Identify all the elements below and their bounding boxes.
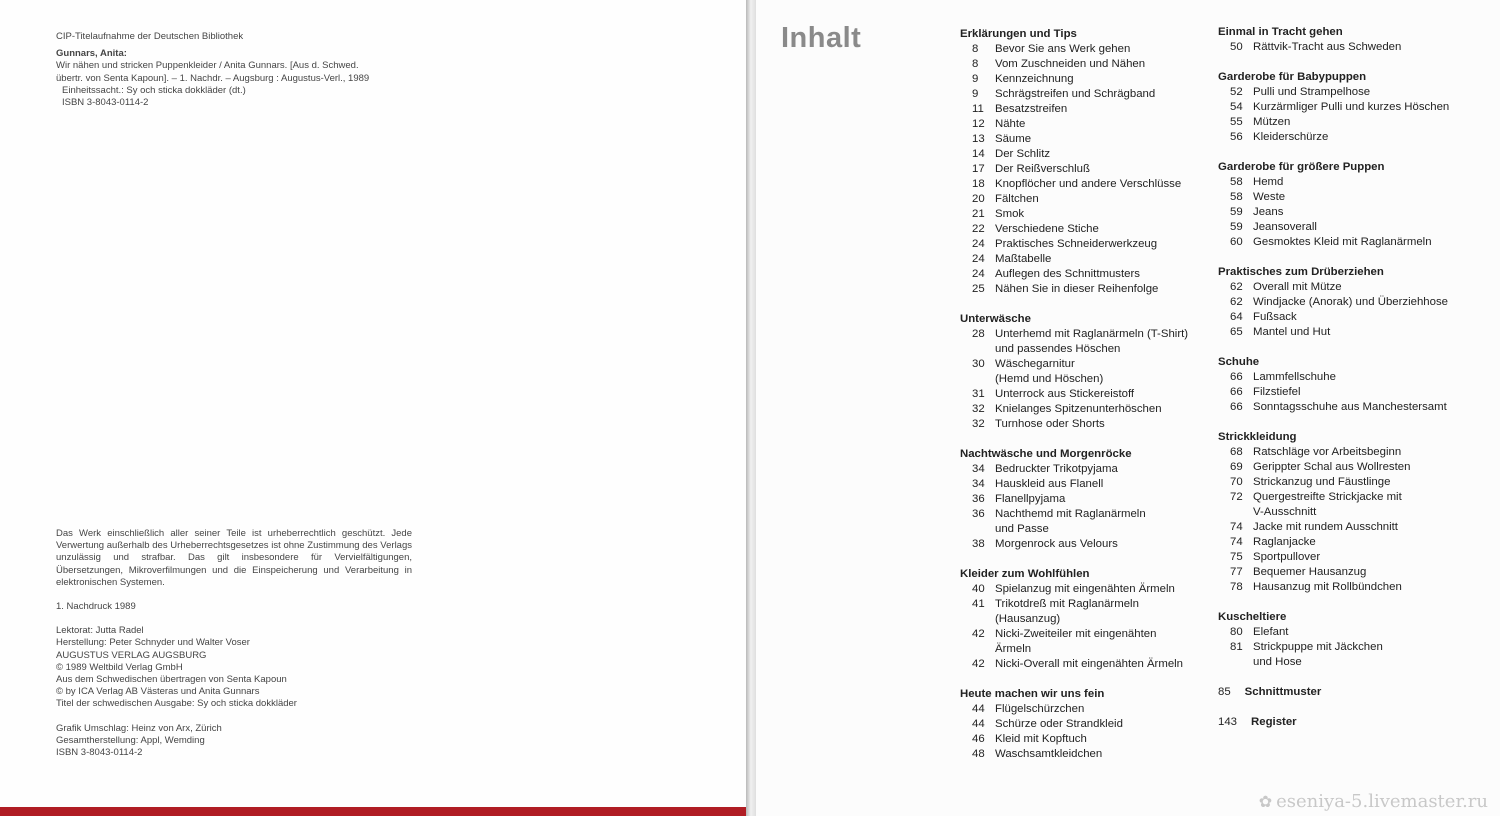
toc-entry-continuation: und Passe bbox=[995, 523, 1049, 535]
toc-entry-standalone bbox=[1218, 685, 1449, 700]
toc-entry bbox=[1218, 85, 1449, 100]
toc-page-number: 62 bbox=[1230, 281, 1243, 293]
toc-page-number: 56 bbox=[1230, 131, 1243, 143]
toc-page-number: 44 bbox=[972, 703, 985, 715]
toc-entry bbox=[1218, 385, 1449, 400]
toc-section-title: Erklärungen und Tips bbox=[960, 28, 1077, 40]
toc-entry-title: Kennzeichnung bbox=[995, 73, 1074, 85]
toc-entry bbox=[960, 402, 1188, 417]
toc-entry-title: Verschiedene Stiche bbox=[995, 223, 1099, 235]
toc-entry-title: Bevor Sie ans Werk gehen bbox=[995, 43, 1131, 55]
toc-page-number: 13 bbox=[972, 133, 985, 145]
toc-section-title: Nachtwäsche und Morgenröcke bbox=[960, 448, 1132, 460]
left-page bbox=[0, 0, 748, 807]
toc-entry bbox=[1218, 520, 1449, 535]
toc-entry-title: Morgenrock aus Velours bbox=[995, 538, 1118, 550]
toc-entry-title: Spielanzug mit eingenähten Ärmeln bbox=[995, 583, 1175, 595]
toc-entry-title: Besatzstreifen bbox=[995, 103, 1068, 115]
toc-entry-title: Schürze oder Strandkleid bbox=[995, 718, 1123, 730]
toc-entry bbox=[1218, 640, 1449, 655]
cip-block bbox=[56, 31, 369, 109]
toc-page-number: 48 bbox=[972, 748, 985, 760]
toc-entry bbox=[1218, 235, 1449, 250]
toc-entry-title: Unterhemd mit Raglanärmeln (T-Shirt) bbox=[995, 328, 1189, 340]
toc-section-title: Garderobe für größere Puppen bbox=[1218, 161, 1385, 173]
toc-entry-title: Bequemer Hausanzug bbox=[1253, 566, 1367, 578]
toc-entry-title: Knopflöcher und andere Verschlüsse bbox=[995, 178, 1182, 190]
toc-entry bbox=[1218, 295, 1449, 310]
toc-entry-title: Ratschläge vor Arbeitsbeginn bbox=[1253, 446, 1402, 458]
toc-entry bbox=[960, 357, 1188, 372]
toc-entry-title: Flanellpyjama bbox=[995, 493, 1066, 505]
toc-entry-title: Bedruckter Trikotpyjama bbox=[995, 463, 1118, 475]
toc-page-number: 36 bbox=[972, 493, 985, 505]
toc-page-number: 21 bbox=[972, 208, 985, 220]
toc-entry-title: Hausanzug mit Rollbündchen bbox=[1253, 581, 1402, 593]
credit-line: Herstellung: Peter Schnyder und Walter Voser bbox=[56, 637, 250, 649]
toc-entry bbox=[960, 477, 1188, 492]
toc-entry bbox=[1218, 475, 1449, 490]
toc-page-number: 58 bbox=[1230, 176, 1243, 188]
toc-page-number: 11 bbox=[972, 103, 984, 115]
watermark-text: eseniya-5.livemaster.ru bbox=[1276, 791, 1488, 812]
credit-line: Aus dem Schwedischen übertragen von Senta Kapoun bbox=[56, 674, 287, 686]
toc-page-number: 59 bbox=[1230, 206, 1243, 218]
toc-entry bbox=[1218, 400, 1449, 415]
toc-page-number: 24 bbox=[972, 253, 985, 265]
toc-page-number: 66 bbox=[1230, 401, 1243, 413]
toc-entry-title: Maßtabelle bbox=[995, 253, 1052, 265]
toc-page-number: 46 bbox=[972, 733, 985, 745]
production-line: Gesamtherstellung: Appl, Wemding bbox=[56, 734, 205, 746]
toc-page-number: 66 bbox=[1230, 386, 1243, 398]
credit-line: Titel der schwedischen Ausgabe: Sy och sticka dokkläder bbox=[56, 698, 297, 710]
toc-entry bbox=[1218, 115, 1449, 130]
toc-page-number: 78 bbox=[1230, 581, 1243, 593]
toc-page-number: 24 bbox=[972, 268, 985, 280]
toc-page-number: 14 bbox=[972, 148, 985, 160]
toc-entry bbox=[1218, 565, 1449, 580]
toc-page-number: 17 bbox=[972, 163, 985, 175]
toc-page-number: 80 bbox=[1230, 626, 1243, 638]
toc-entry-title: Schnittmuster bbox=[1244, 686, 1322, 698]
toc-entry bbox=[960, 102, 1188, 117]
toc-page-number: 55 bbox=[1230, 116, 1243, 128]
toc-entry-title: Raglanjacke bbox=[1253, 536, 1316, 548]
toc-entry bbox=[1218, 535, 1449, 550]
toc-page-number: 31 bbox=[972, 388, 985, 400]
toc-entry-title: Mützen bbox=[1253, 116, 1291, 128]
toc-section bbox=[960, 27, 1188, 297]
toc-entry-title: Praktisches Schneiderwerkzeug bbox=[995, 238, 1158, 250]
toc-entry bbox=[960, 597, 1188, 612]
toc-entry bbox=[1218, 445, 1449, 460]
toc-entry bbox=[1218, 550, 1449, 565]
toc-entry bbox=[960, 537, 1188, 552]
toc-page-number: 9 bbox=[972, 88, 979, 100]
toc-page-number: 25 bbox=[972, 283, 985, 295]
toc-entry bbox=[960, 492, 1188, 507]
toc-entry-title: Jeansoverall bbox=[1253, 221, 1317, 233]
toc-entry-title: Fußsack bbox=[1253, 311, 1297, 323]
toc-page-number: 8 bbox=[972, 43, 979, 55]
toc-entry-title: Kurzärmliger Pulli und kurzes Höschen bbox=[1253, 101, 1450, 113]
toc-entry bbox=[960, 267, 1188, 282]
toc-entry-title: Knielanges Spitzenunterhöschen bbox=[995, 403, 1162, 415]
toc-entry-title: Register bbox=[1251, 716, 1297, 728]
toc-entry-title: Wäschegarnitur bbox=[995, 358, 1075, 370]
toc-entry-title: Strickpuppe mit Jäckchen bbox=[1253, 641, 1383, 653]
toc-section-title: Einmal in Tracht gehen bbox=[1218, 26, 1343, 38]
toc-entry-title: Nicki-Overall mit eingenähten Ärmeln bbox=[995, 658, 1184, 670]
toc-section-title: Unterwäsche bbox=[960, 313, 1031, 325]
toc-page-number: 20 bbox=[972, 193, 985, 205]
toc-page-number: 74 bbox=[1230, 536, 1243, 548]
toc-page-number: 34 bbox=[972, 463, 985, 475]
toc-entry-title: Smok bbox=[995, 208, 1025, 220]
toc-entry bbox=[960, 162, 1188, 177]
toc-section-title: Schuhe bbox=[1218, 356, 1260, 368]
toc-page-number: 41 bbox=[972, 598, 985, 610]
toc-entry-continuation: und passendes Höschen bbox=[995, 343, 1121, 355]
toc-section-title: Kleider zum Wohlfühlen bbox=[960, 568, 1090, 580]
toc-entry bbox=[960, 252, 1188, 267]
toc-entry bbox=[960, 132, 1188, 147]
toc-entry-continuation: (Hemd und Höschen) bbox=[995, 373, 1104, 385]
flower-icon: ✿ bbox=[1258, 792, 1273, 811]
toc-page-number: 36 bbox=[972, 508, 985, 520]
toc-page-number: 40 bbox=[972, 583, 985, 595]
toc-entry bbox=[1218, 205, 1449, 220]
toc-section-title: Praktisches zum Drüberziehen bbox=[1218, 266, 1384, 278]
credit-line: Lektorat: Jutta Radel bbox=[56, 625, 144, 637]
toc-entry-title: Lammfellschuhe bbox=[1253, 371, 1336, 383]
toc-entry-title: Kleiderschürze bbox=[1253, 131, 1329, 143]
toc-entry bbox=[960, 732, 1188, 747]
toc-entry bbox=[1218, 490, 1449, 505]
toc-entry-title: Quergestreifte Strickjacke mit bbox=[1253, 491, 1402, 503]
toc-entry bbox=[960, 282, 1188, 297]
toc-entry-title: Overall mit Mütze bbox=[1253, 281, 1342, 293]
toc-entry bbox=[960, 417, 1188, 432]
toc-entry bbox=[1218, 220, 1449, 235]
toc-entry-title: Flügelschürzchen bbox=[995, 703, 1085, 715]
page-title: Inhalt bbox=[781, 22, 862, 54]
toc-page-number: 9 bbox=[972, 73, 979, 85]
toc-entry bbox=[1218, 40, 1449, 55]
toc-entry-title: Elefant bbox=[1253, 626, 1289, 638]
toc-entry-title: Hauskleid aus Flanell bbox=[995, 478, 1104, 490]
toc-entry-title: Rättvik-Tracht aus Schweden bbox=[1253, 41, 1402, 53]
toc-entry bbox=[960, 57, 1188, 72]
toc-entry-title: Vom Zuschneiden und Nähen bbox=[995, 58, 1146, 70]
toc-entry bbox=[1218, 370, 1449, 385]
toc-page-number: 38 bbox=[972, 538, 985, 550]
toc-entry-title: Nachthemd mit Raglanärmeln bbox=[995, 508, 1146, 520]
toc-entry bbox=[960, 747, 1188, 762]
toc-entry-title: Waschsamtkleidchen bbox=[995, 748, 1103, 760]
credit-line: AUGUSTUS VERLAG AUGSBURG bbox=[56, 649, 207, 661]
toc-entry-title: Schrägstreifen und Schrägband bbox=[995, 88, 1156, 100]
toc-entry-title: Trikotdreß mit Raglanärmeln bbox=[995, 598, 1139, 610]
toc-entry-title: Hemd bbox=[1253, 176, 1284, 188]
toc-page-number: 42 bbox=[972, 658, 985, 670]
toc-entry bbox=[960, 87, 1188, 102]
toc-page-number: 74 bbox=[1230, 521, 1243, 533]
toc-entry bbox=[1218, 325, 1449, 340]
toc-entry-continuation: Ärmeln bbox=[995, 643, 1032, 655]
toc-entry-title: Nähte bbox=[995, 118, 1026, 130]
toc-entry-title: Jacke mit rundem Ausschnitt bbox=[1253, 521, 1398, 533]
toc-page-number: 28 bbox=[972, 328, 985, 340]
toc-page-number: 81 bbox=[1230, 641, 1243, 653]
toc-entry bbox=[960, 192, 1188, 207]
toc-page-number: 72 bbox=[1230, 491, 1243, 503]
toc-page-number: 18 bbox=[972, 178, 985, 190]
toc-entry-title: Turnhose oder Shorts bbox=[995, 418, 1105, 430]
toc-entry bbox=[1218, 280, 1449, 295]
toc-section bbox=[960, 687, 1188, 762]
toc-entry-title: Sportpullover bbox=[1253, 551, 1321, 563]
toc-section-title: Heute machen wir uns fein bbox=[960, 688, 1105, 700]
toc-entry-title: Weste bbox=[1253, 191, 1286, 203]
toc-entry bbox=[960, 327, 1188, 342]
toc-entry bbox=[960, 72, 1188, 87]
toc-page-number: 70 bbox=[1230, 476, 1243, 488]
toc-section bbox=[1218, 25, 1449, 55]
toc-section bbox=[1218, 160, 1449, 250]
toc-page-number: 85 bbox=[1218, 686, 1231, 698]
toc-entry-continuation: V-Ausschnitt bbox=[1253, 506, 1317, 518]
toc-entry bbox=[960, 207, 1188, 222]
toc-entry bbox=[960, 462, 1188, 477]
reprint-note: 1. Nachdruck 1989 bbox=[56, 601, 136, 613]
toc-page-number: 44 bbox=[972, 718, 985, 730]
toc-section-title: Strickkleidung bbox=[1218, 431, 1297, 443]
toc-entry-title: Kleid mit Kopftuch bbox=[995, 733, 1087, 745]
toc-page-number: 66 bbox=[1230, 371, 1243, 383]
toc-page-number: 59 bbox=[1230, 221, 1243, 233]
production-line: ISBN 3-8043-0114-2 bbox=[56, 747, 143, 759]
toc-column-right bbox=[1218, 25, 1449, 745]
cip-heading: CIP-Titelaufnahme der Deutschen Bibliothek bbox=[56, 31, 244, 42]
toc-entry bbox=[960, 222, 1188, 237]
toc-page-number: 58 bbox=[1230, 191, 1243, 203]
toc-entry-title: Gerippter Schal aus Wollresten bbox=[1253, 461, 1411, 473]
toc-entry-title: Sonntagsschuhe aus Manchestersamt bbox=[1253, 401, 1447, 413]
toc-page-number: 64 bbox=[1230, 311, 1243, 323]
toc-entry bbox=[1218, 130, 1449, 145]
toc-entry-title: Strickanzug und Fäustlinge bbox=[1253, 476, 1391, 488]
toc-entry-title: Pulli und Strampelhose bbox=[1253, 86, 1371, 98]
toc-entry bbox=[960, 177, 1188, 192]
toc-entry bbox=[960, 657, 1188, 672]
toc-entry-standalone bbox=[1218, 715, 1449, 730]
toc-page-number: 75 bbox=[1230, 551, 1243, 563]
toc-entry-title: Der Reißverschluß bbox=[995, 163, 1090, 175]
toc-page-number: 42 bbox=[972, 628, 985, 640]
toc-entry bbox=[1218, 580, 1449, 595]
toc-entry-title: Gesmoktes Kleid mit Raglanärmeln bbox=[1253, 236, 1432, 248]
toc-page-number: 22 bbox=[972, 223, 985, 235]
imprint-block bbox=[56, 528, 412, 759]
toc-section bbox=[960, 312, 1188, 432]
toc-entry bbox=[1218, 175, 1449, 190]
toc-entry-title: Nicki-Zweiteiler mit eingenähten bbox=[995, 628, 1157, 640]
toc-entry-title: Unterrock aus Stickereistoff bbox=[995, 388, 1135, 400]
toc-entry-title: Nähen Sie in dieser Reihenfolge bbox=[995, 283, 1159, 295]
cip-author: Gunnars, Anita: bbox=[56, 48, 127, 60]
toc-entry bbox=[960, 387, 1188, 402]
toc-entry bbox=[1218, 100, 1449, 115]
toc-section bbox=[1218, 355, 1449, 415]
toc-page-number: 52 bbox=[1230, 86, 1243, 98]
toc-entry bbox=[1218, 190, 1449, 205]
copyright-notice: Das Werk einschließlich aller seiner Teile ist urheberrechtlich geschützt. Jede Verwertung außerhalb des Urheberrechtsgesetzes ist ohne Zustimmung des Verlags unzulässig und strafbar. Das gilt insbesondere für Vervielfältigungen, Übersetzungen, Mikroverfilmungen und die Einspeicherung und Verarbeitung in elektronischen Systemen. bbox=[56, 528, 412, 588]
toc-entry bbox=[1218, 625, 1449, 640]
toc-section bbox=[1218, 70, 1449, 145]
cip-line: ISBN 3-8043-0114-2 bbox=[62, 97, 149, 109]
toc-page-number: 34 bbox=[972, 478, 985, 490]
toc-section-title: Garderobe für Babypuppen bbox=[1218, 71, 1367, 83]
toc-entry bbox=[960, 582, 1188, 597]
toc-page-number: 143 bbox=[1218, 716, 1238, 728]
toc-entry bbox=[1218, 460, 1449, 475]
cip-line: Einheitssacht.: Sy och sticka dokkläder (dt.) bbox=[62, 84, 246, 96]
toc-page-number: 60 bbox=[1230, 236, 1243, 248]
toc-page-number: 65 bbox=[1230, 326, 1243, 338]
toc-entry-title: Jeans bbox=[1253, 206, 1284, 218]
toc-entry-continuation: (Hausanzug) bbox=[995, 613, 1061, 625]
production-line: Grafik Umschlag: Heinz von Arx, Zürich bbox=[56, 722, 222, 734]
toc-section-title: Kuscheltiere bbox=[1218, 611, 1287, 623]
credit-line: © by ICA Verlag AB Västeras und Anita Gunnars bbox=[56, 686, 260, 698]
toc-entry-title: Mantel und Hut bbox=[1253, 326, 1331, 338]
toc-entry bbox=[960, 237, 1188, 252]
toc-entry-title: Säume bbox=[995, 133, 1032, 145]
toc-page-number: 68 bbox=[1230, 446, 1243, 458]
toc-section bbox=[960, 447, 1188, 552]
toc-page-number: 24 bbox=[972, 238, 985, 250]
toc-entry-title: Windjacke (Anorak) und Überziehhose bbox=[1253, 296, 1449, 308]
toc-entry bbox=[960, 627, 1188, 642]
right-page bbox=[756, 0, 1500, 816]
toc-page-number: 54 bbox=[1230, 101, 1243, 113]
toc-page-number: 12 bbox=[972, 118, 985, 130]
credit-line: © 1989 Weltbild Verlag GmbH bbox=[56, 661, 183, 673]
toc-entry bbox=[960, 717, 1188, 732]
toc-page-number: 77 bbox=[1230, 566, 1243, 578]
toc-section bbox=[1218, 430, 1449, 595]
toc-page-number: 30 bbox=[972, 358, 985, 370]
toc-page-number: 32 bbox=[972, 418, 985, 430]
toc-column-left bbox=[960, 27, 1188, 777]
toc-entry bbox=[960, 147, 1188, 162]
toc-entry-title: Der Schlitz bbox=[995, 148, 1051, 160]
toc-page-number: 32 bbox=[972, 403, 985, 415]
toc-entry bbox=[960, 117, 1188, 132]
watermark bbox=[1259, 791, 1488, 812]
toc-entry bbox=[960, 507, 1188, 522]
toc-entry bbox=[1218, 310, 1449, 325]
toc-entry-title: Auflegen des Schnittmusters bbox=[995, 268, 1140, 280]
toc-entry bbox=[960, 702, 1188, 717]
toc-section bbox=[1218, 265, 1449, 340]
toc-section bbox=[960, 567, 1188, 672]
toc-entry-title: Fältchen bbox=[995, 193, 1039, 205]
toc-page-number: 50 bbox=[1230, 41, 1243, 53]
cip-line: übertr. von Senta Kapoun]. – 1. Nachdr. – Augsburg : Augustus-Verl., 1989 bbox=[56, 72, 370, 84]
cip-line: Wir nähen und stricken Puppenkleider / Anita Gunnars. [Aus d. Schwed. bbox=[56, 60, 359, 72]
toc-entry-continuation: und Hose bbox=[1253, 656, 1302, 668]
toc-section bbox=[1218, 610, 1449, 670]
toc-page-number: 62 bbox=[1230, 296, 1243, 308]
toc-page-number: 8 bbox=[972, 58, 979, 70]
toc-page-number: 69 bbox=[1230, 461, 1243, 473]
toc-entry-title: Filzstiefel bbox=[1253, 386, 1301, 398]
toc-entry bbox=[960, 42, 1188, 57]
